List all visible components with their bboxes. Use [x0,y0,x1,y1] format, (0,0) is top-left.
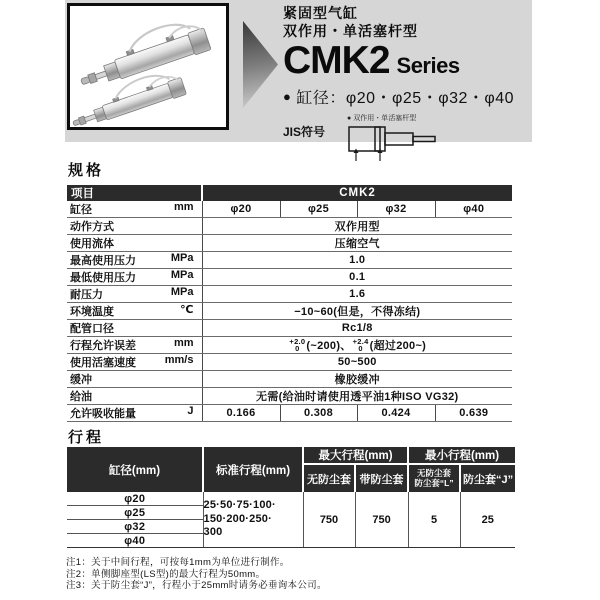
spec-table-body [67,201,512,422]
spec-label-cell [67,218,202,235]
stroke-col-max-cover: 带防尘套 [355,464,408,492]
spec-value-cell: φ32 [357,201,435,218]
series-title [283,41,533,81]
spec-row-label: 最高使用压力 [70,255,136,267]
tolerance-text: (超过200~) [369,340,427,352]
bore-cell: φ32 [67,520,203,534]
spec-value-cell: 0.166 [202,405,280,422]
spec-value-cell: 压缩空气 [202,235,512,252]
spec-label-cell [67,235,202,252]
stroke-col-min-nocover [408,464,460,492]
bullet-icon: ● [283,89,292,104]
spec-value-cell: 双作用型 [202,218,512,235]
spec-row [67,337,512,354]
bore-sizes-line [283,85,533,108]
min-stroke-nocover-cell: 5 [408,492,460,548]
spec-label-cell [67,337,202,354]
spec-label-cell [67,320,202,337]
jis-symbol-label: JIS符号 [283,125,326,139]
arrow-graphic [243,21,278,108]
spec-col-series: CMK2 [202,185,512,201]
spec-row-unit: MPa [170,286,194,298]
spec-row-label: 最低使用压力 [70,272,136,284]
bore-cell: φ40 [67,534,203,548]
product-photo [70,6,226,127]
spec-table [67,185,512,422]
jis-cylinder-symbol-icon [347,124,442,162]
bore-cell: φ20 [67,492,203,506]
spec-label-cell [67,371,202,388]
standard-strokes-line1: 25·50·75·100· [203,499,276,512]
spec-value-cell: 50~500 [202,354,512,371]
spec-value-cell: φ25 [280,201,357,218]
spec-label-cell [67,388,202,405]
jis-symbol-diagram [347,115,442,162]
standard-strokes-line2: 150·200·250· [203,512,272,525]
spec-value-cell [202,337,512,354]
spec-label-cell [67,286,202,303]
spec-row [67,320,512,337]
stroke-col-max-nocover: 无防尘套 [303,464,355,492]
stroke-col-min-j: 防尘套“J” [460,464,515,492]
spec-row-unit: mm/s [164,354,194,367]
jis-symbol-row [283,115,533,162]
stroke-col-min: 最小行程(mm) [408,447,515,464]
spec-row-label: 给油 [70,391,92,404]
spec-value-cell: 橡胶缓冲 [202,371,512,388]
spec-row-label: 动作方式 [70,221,114,233]
spec-label-cell [67,354,202,371]
spec-row [67,218,512,235]
standard-strokes-cell [203,492,303,548]
spec-value-cell: Rc1/8 [202,320,512,337]
spec-row [67,303,512,320]
spec-row [67,354,512,371]
min-nocover-line1: 无防尘套 [417,468,452,478]
spec-row [67,269,512,286]
stroke-col-standard: 标准行程(mm) [203,447,303,492]
spec-row-unit: mm [173,337,194,350]
spec-row-unit: J [187,405,194,418]
spec-label-cell [67,201,202,218]
spec-row [67,371,512,388]
max-stroke-cover-cell: 750 [355,492,408,548]
spec-row [67,201,512,218]
note-2: 注2：单侧脚座型(LS型)的最大行程为50mm。 [66,568,266,580]
spec-label-cell [67,303,202,320]
spec-row-label: 缸径 [70,204,92,216]
spec-value-cell: 0.308 [280,405,357,422]
specs-section-title: 规格 [68,162,105,179]
tolerance-stack: +2.0 0 [289,337,306,354]
min-stroke-j-cell: 25 [460,492,515,548]
jis-symbol-caption: ● 双作用・单活塞杆型 [347,115,417,122]
tolerance-stack: +2.4 0 [352,337,369,354]
header-band [65,0,532,142]
spec-row [67,252,512,269]
spec-row-label: 使用活塞速度 [70,357,136,370]
spec-row [67,286,512,303]
series-code: CMK2 [283,39,390,82]
spec-row-label: 行程允许误差 [70,340,136,353]
spec-row-label: 环境温度 [70,306,114,318]
spec-row-label: 耐压力 [70,289,103,301]
bore-sizes-text: 缸径：φ20・φ25・φ32・φ40 [296,90,515,107]
tolerance-text: (~200)、 [306,340,352,352]
product-photo-box [67,3,229,130]
bore-cell: φ25 [67,506,203,520]
spec-row-unit: MPa [170,252,194,264]
spec-col-item: 项目 [67,185,202,201]
spec-row-unit: MPa [170,269,194,281]
spec-value-cell: 0.639 [435,405,512,422]
spec-value-cell: 无需(给油时请使用透平油1种ISO VG32) [202,388,512,405]
spec-label-cell [67,405,202,422]
stroke-header-row1 [67,447,515,464]
footnotes [66,557,327,592]
note-3: 注3：关于防尘套“J”，行程小于25mm时请务必垂询本公司。 [66,580,327,592]
spec-value-cell: 1.0 [202,252,512,269]
spec-value-cell: 0.424 [357,405,435,422]
stroke-section-title: 行程 [68,429,105,446]
header-text [283,5,533,162]
spec-row-label: 使用流体 [70,238,114,250]
note-1: 注1：关于中间行程，可按每1mm为单位进行制作。 [66,557,290,568]
spec-value-cell: φ40 [435,201,512,218]
spec-row [67,388,512,405]
spec-header-row [67,185,512,201]
stroke-table [67,447,515,548]
spec-row [67,235,512,252]
stroke-col-bore: 缸径(mm) [67,447,203,492]
product-type-line1: 紧固型气缸 [283,5,358,21]
max-stroke-nocover-cell: 750 [303,492,355,548]
standard-strokes-line3: 300 [203,526,223,539]
spec-row-label: 缓冲 [70,374,92,387]
stroke-col-max: 最大行程(mm) [303,447,408,464]
series-word: Series [396,53,460,78]
spec-value-cell: −10~60(但是，不得冻结) [202,303,512,320]
min-nocover-line2: 防尘套“L” [414,477,454,488]
spec-value-cell: 0.1 [202,269,512,286]
spec-row [67,405,512,422]
product-type-line2: 双作用・单活塞杆型 [283,22,418,39]
stroke-row-20 [67,492,515,506]
spec-row-label: 允许吸收能量 [70,408,136,421]
spec-row-label: 配管口径 [70,323,114,335]
spec-value-cell: φ20 [202,201,280,218]
spec-row-unit: mm [173,201,194,213]
spec-row-unit: ℃ [180,304,194,316]
spec-value-cell: 1.6 [202,286,512,303]
spec-label-cell [67,252,202,269]
spec-label-cell [67,269,202,286]
